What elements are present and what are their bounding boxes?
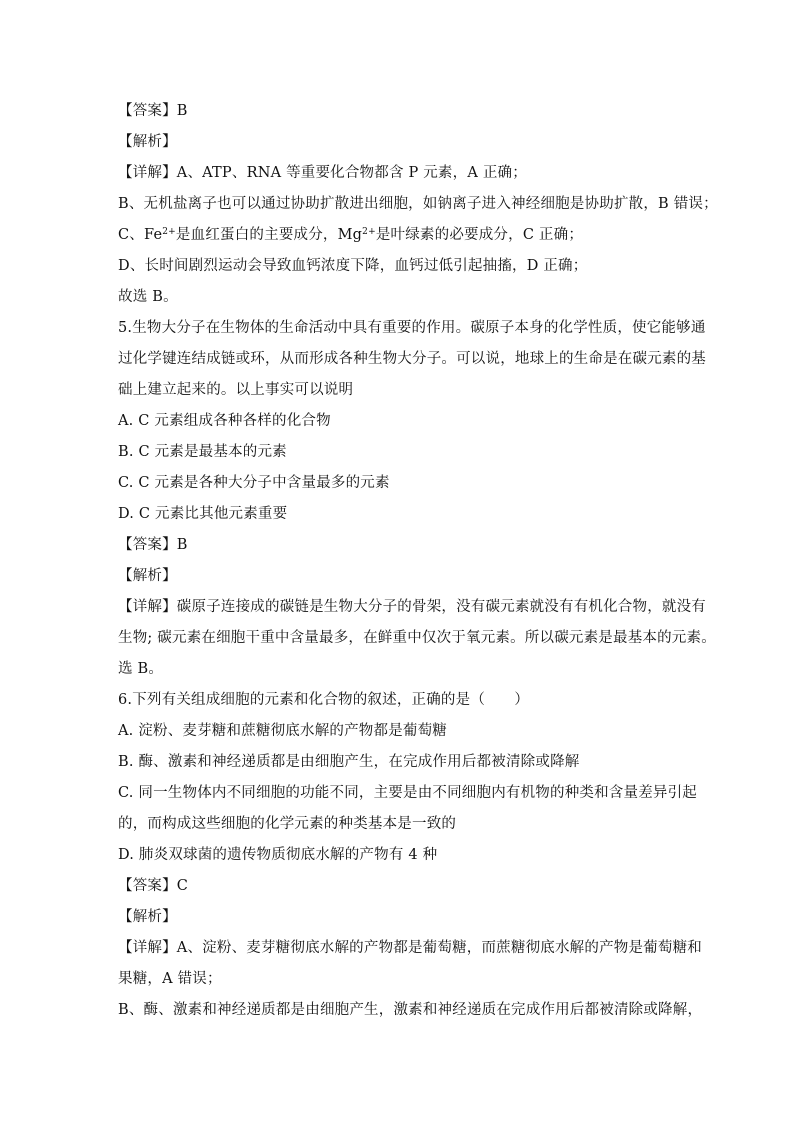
- q5-detail-line-2: 生物; 碳元素在细胞干重中含量最多，在鲜重中仅次于氧元素。所以碳元素是最基本的元素。: [118, 630, 716, 646]
- q6-answer: 【答案】C: [118, 878, 189, 894]
- q6-detail-line-1: 【详解】A、淀粉、麦芽糖彻底水解的产物都是葡萄糖，而蔗糖彻底水解的产物是葡萄糖和: [118, 940, 702, 956]
- q6-option-c-line-2: 的，而构成这些细胞的化学元素的种类基本是一致的: [118, 816, 457, 832]
- q5-detail-line-1: 【详解】碳原子连接成的碳链是生物大分子的骨架，没有碳元素就没有有机化合物，就没有: [118, 599, 706, 615]
- q6-option-d: D. 肺炎双球菌的遗传物质彻底水解的产物有 4 种: [118, 847, 438, 863]
- q5-option-c: C. C 元素是各种大分子中含量最多的元素: [118, 475, 390, 491]
- q5-option-b: B. C 元素是最基本的元素: [118, 444, 287, 460]
- q4-conclusion: 故选 B。: [118, 289, 178, 305]
- q6-analysis-heading: 【解析】: [118, 909, 177, 925]
- q6-detail-line-3: B、酶、激素和神经递质都是由细胞产生，激素和神经递质在完成作用后都被清除或降解，: [118, 1002, 703, 1018]
- q5-stem-line-1: 5.生物大分子在生物体的生命活动中具有重要的作用。碳原子本身的化学性质，使它能够通: [118, 320, 706, 336]
- q6-option-c-line-1: C. 同一生物体内不同细胞的功能不同，主要是由不同细胞内有机物的种类和含量差异引起: [118, 785, 697, 801]
- q4-c-middle: 是血红蛋白的主要成分，Mg: [175, 227, 363, 243]
- q4-analysis-heading: 【解析】: [118, 134, 177, 150]
- q4-c-prefix: C、Fe: [118, 227, 163, 243]
- q5-stem-line-2: 过化学键连结成链或环，从而形成各种生物大分子。可以说，地球上的生命是在碳元素的基: [118, 351, 706, 367]
- q6-option-a: A. 淀粉、麦芽糖和蔗糖彻底水解的产物都是葡萄糖: [118, 723, 447, 739]
- q5-stem-line-3: 础上建立起来的。以上事实可以说明: [118, 382, 354, 398]
- q4-answer: 【答案】B: [118, 103, 188, 119]
- q6-detail-line-2: 果糖，A 错误；: [118, 971, 222, 987]
- fe-charge: 2+: [162, 227, 176, 237]
- q5-answer: 【答案】B: [118, 537, 188, 553]
- q5-detail-line-3: 选 B。: [118, 661, 164, 677]
- mg-charge: 2+: [362, 227, 376, 237]
- q6-option-b: B. 酶、激素和神经递质都是由细胞产生，在完成作用后都被清除或降解: [118, 754, 580, 770]
- q4-detail: 【详解】A、ATP、RNA 等重要化合物都含 P 元素，A 正确；: [118, 165, 527, 181]
- q5-analysis-heading: 【解析】: [118, 568, 177, 584]
- q4-c-suffix: 是叶绿素的必要成分，C 正确；: [375, 227, 584, 243]
- q6-stem: 6.下列有关组成细胞的元素和化合物的叙述，正确的是（ ）: [118, 692, 530, 708]
- q4-statement-c: [118, 225, 698, 245]
- q4-statement-d: D、长时间剧烈运动会导致血钙浓度下降，血钙过低引起抽搐，D 正确；: [118, 258, 588, 274]
- q4-statement-b: B、无机盐离子也可以通过协助扩散进出细胞，如钠离子进入神经细胞是协助扩散，B 错误；: [118, 196, 718, 212]
- q5-option-a: A. C 元素组成各种各样的化合物: [118, 413, 331, 429]
- q5-option-d: D. C 元素比其他元素重要: [118, 506, 288, 522]
